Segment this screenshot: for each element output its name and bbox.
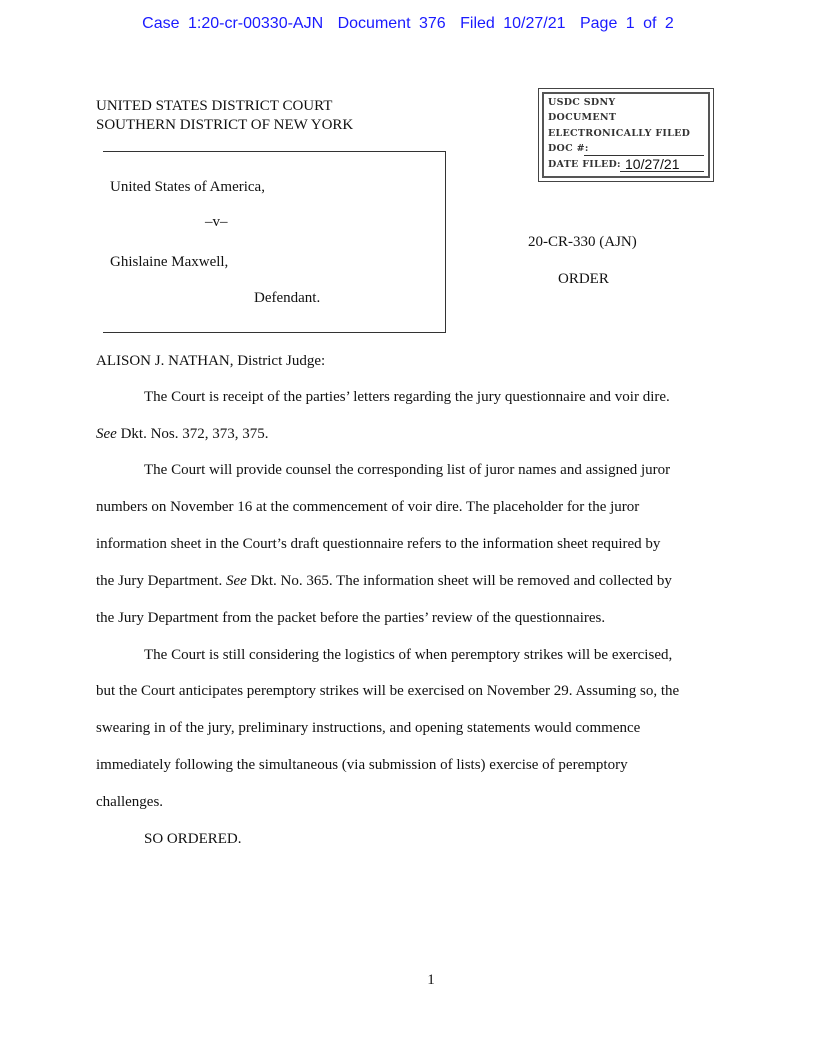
header-page-count: Page 1 of 2 <box>579 15 674 32</box>
paragraph-2-line-1: The Court will provide counsel the corresponding list of juror names and assigned juror <box>144 462 671 478</box>
paragraph-1-line-2 <box>96 426 269 443</box>
stamp-line-usdc: USDC SDNY <box>548 97 616 108</box>
court-name <box>96 97 353 135</box>
paragraph-2-line-2: numbers on November 16 at the commencement of voir dire. The placeholder for the juror <box>96 499 640 515</box>
filing-stamp-frame <box>542 92 710 178</box>
see-citation-signal: See <box>225 573 247 589</box>
judge-line: ALISON J. NATHAN, District Judge: <box>96 353 326 369</box>
paragraph-3-line-3: swearing in of the jury, preliminary instructions, and opening statements would commence <box>96 720 641 736</box>
paragraph-2-line-4-end: Dkt. No. 365. The information sheet will be removed and collected by <box>246 573 672 589</box>
so-ordered: SO ORDERED. <box>144 831 242 847</box>
paragraph-2-line-5: the Jury Department from the packet before the parties’ review of the questionnaires. <box>96 610 606 626</box>
paragraph-3-line-2: but the Court anticipates peremptory strikes will be exercised on November 29. Assuming so, the <box>96 683 680 699</box>
paragraph-3-line-1: The Court is still considering the logistics of when peremptory strikes will be exercised, <box>144 647 673 663</box>
page-number: 1 <box>427 972 435 988</box>
stamp-line-electronically-filed: ELECTRONICALLY FILED <box>548 128 691 139</box>
caption-plaintiff: United States of America, <box>110 179 265 195</box>
court-name-line2: SOUTHERN DISTRICT OF NEW YORK <box>96 117 354 133</box>
caption-defendant-name: Ghislaine Maxwell, <box>110 254 229 270</box>
paragraph-2-line-3: information sheet in the Court’s draft questionnaire refers to the information sheet required by <box>96 536 661 552</box>
paragraph-2-line-4-start: the Jury Department. <box>96 573 226 589</box>
caption-versus: –v– <box>205 214 228 230</box>
stamp-line-doc-number: DOC #: <box>548 143 589 154</box>
paragraph-1-line-1: The Court is receipt of the parties’ letters regarding the jury questionnaire and voir dire. <box>144 389 670 405</box>
paragraph-2-line-4 <box>96 573 672 590</box>
docket-citation: Dkt. Nos. 372, 373, 375. <box>116 426 269 442</box>
stamp-doc-number-blank <box>584 144 704 156</box>
paragraph-3-line-4: immediately following the simultaneous (via submission of lists) exercise of peremptory <box>96 757 628 773</box>
paragraph-3-line-5: challenges. <box>96 794 164 810</box>
header-filed-date: Filed 10/27/21 <box>460 15 566 32</box>
stamp-date-value: 10/27/21 <box>625 156 680 172</box>
filing-header <box>0 15 816 33</box>
case-number: 20-CR-330 (AJN) <box>528 234 637 250</box>
header-document-number: Document 376 <box>337 15 446 32</box>
see-citation-signal: See <box>96 426 117 442</box>
header-case-number: Case 1:20-cr-00330-AJN <box>142 15 324 32</box>
court-name-line1: UNITED STATES DISTRICT COURT <box>96 98 333 114</box>
filing-stamp <box>538 88 714 182</box>
document-title: ORDER <box>558 271 609 287</box>
stamp-line-date-filed: DATE FILED: <box>548 159 621 170</box>
stamp-line-document: DOCUMENT <box>548 112 617 123</box>
caption-defendant-label: Defendant. <box>254 290 321 306</box>
